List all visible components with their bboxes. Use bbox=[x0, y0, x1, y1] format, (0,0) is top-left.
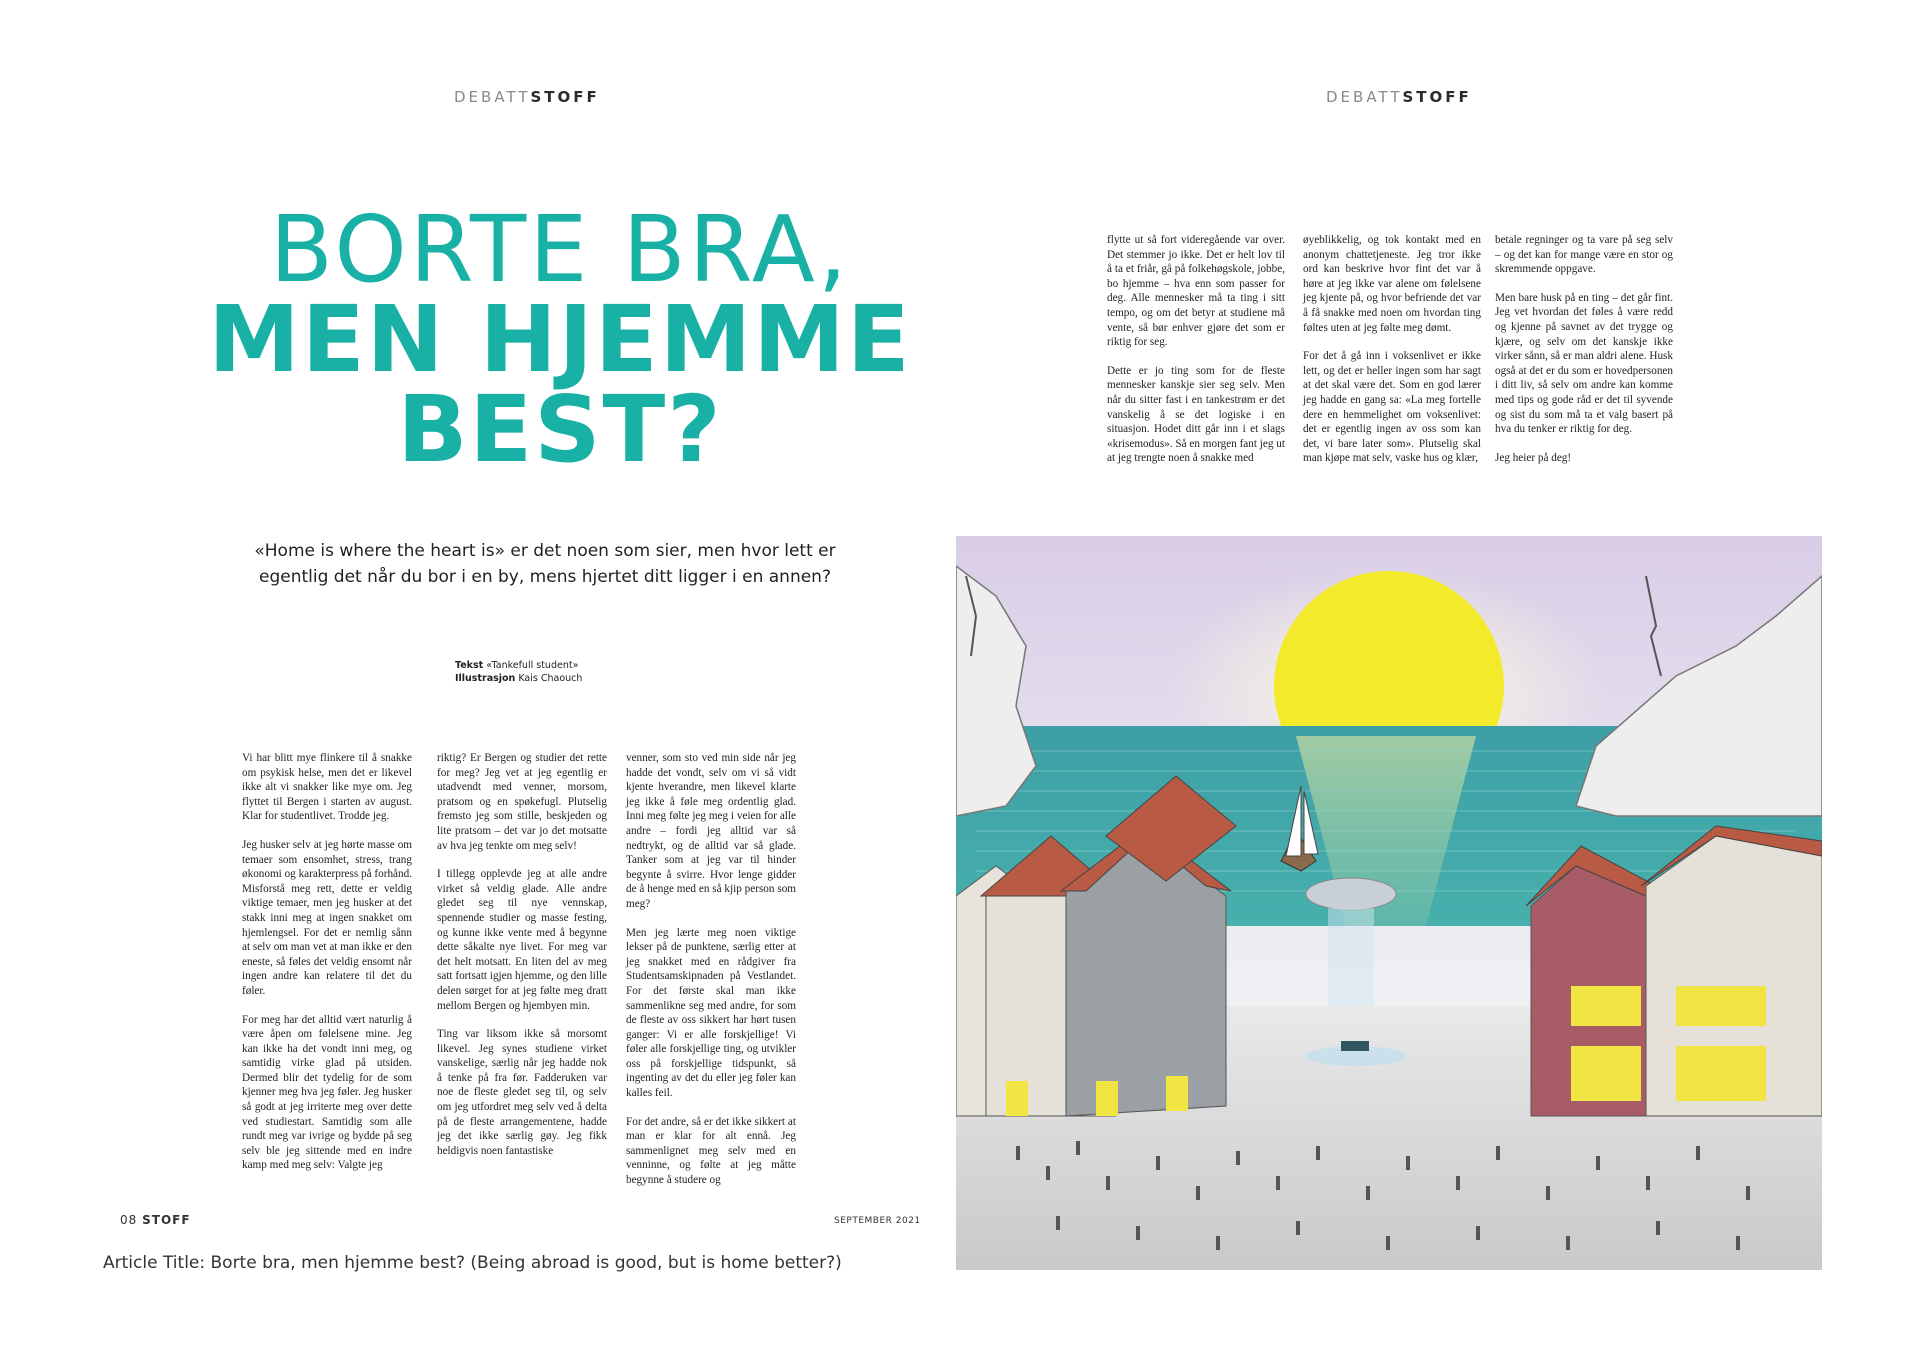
article-lead: «Home is where the heart is» er det noen som sier, men hvor lett er egentlig det når du bor i en by, mens hjertet ditt ligger i en annen? bbox=[254, 541, 836, 587]
body-column-right-3 bbox=[1495, 233, 1673, 479]
section-label-right bbox=[1326, 88, 1472, 106]
section-label-left bbox=[454, 88, 600, 106]
paragraph: I tillegg opplevde jeg at alle andre virket så veldig glade. Alle andre gledet seg til nye vennskap, spennende studier og masse festing, og kunne ikke vente med å begynne dette såkalte nye livet. For meg var det helt motsatt. En liten del av meg satt fortsatt igjen hjemme, og den lille delen sørget for at jeg følte meg dratt mellom Bergen og hjembyen min. bbox=[437, 868, 607, 1012]
paragraph: For meg har det alltid vært naturlig å være åpen om følelsene mine. Jeg kan ikke ha det vondt inni meg, og samtidig virke glad på utsiden. Dermed blir det tydelig for de som kjenner meg hva jeg føler. Jeg husker så godt at jeg irriterte meg over dette ved studiestart. Samtidig som alle rundt meg var ivrige og bydde på seg selv ble jeg sittende med en indre kamp med meg selv: Valgte jeg bbox=[242, 1013, 412, 1172]
section-label-light: DEBATT bbox=[1326, 88, 1403, 106]
paragraph: For det å gå inn i voksenlivet er ikke lett, og det er heller ingen som har sagt at det skal være det. Som en god lærer jeg hadde en gang sa: «La meg fortelle dere en hemmelighet om voksenlivet: det er egentlig ingen av oss som kan det, vi bare later som». Plutselig skal man kjøpe mat selv, vaske hus og klær, bbox=[1303, 350, 1481, 465]
body-column-left-3 bbox=[626, 751, 796, 1202]
body-column-left-1 bbox=[242, 751, 412, 1187]
illustration-drawing bbox=[956, 536, 1822, 1270]
page-number: 08 bbox=[120, 1213, 138, 1227]
image-caption: Article Title: Borte bra, men hjemme best? (Being abroad is good, but is home better?) bbox=[103, 1253, 842, 1273]
paragraph: betale regninger og ta vare på seg selv – og det kan for mange være en stor og skremmende oppgave. bbox=[1495, 234, 1673, 276]
page-folio-left bbox=[120, 1213, 191, 1227]
paragraph: Men jeg lærte meg noen viktige lekser på de punktene, særlig etter at jeg snakket med en rådgiver fra Studentsamskipnaden på Vestlandet. For det første skal man ikke sammenlikne seg med andre, for som de fleste av oss sikkert har hørt tusen ganger: Vi er alle forskjellige! Vi føler alle forskjellige ting, og utvikler oss på forskjellige tidspunkt, så ingenting av det du eller jeg føler kan kalles feil. bbox=[626, 926, 796, 1100]
credit-illustration-value: Kais Chaouch bbox=[518, 673, 583, 684]
article-credits bbox=[455, 659, 582, 685]
credit-text-value: «Tankefull student» bbox=[486, 660, 579, 671]
paragraph: For det andre, så er det ikke sikkert at man er klar for alt ennå. Jeg sammenlignet meg selv med en venninne, og følte at jeg måtte begynne å studere og bbox=[626, 1115, 796, 1187]
credit-illustration-label: Illustrasjon bbox=[455, 673, 516, 684]
paragraph: Jeg husker selv at jeg hørte masse om temaer som ensomhet, stress, trang økonomi og karakterpress på forhånd. Misforstå meg rett, dette er veldig viktige temaer, men jeg husker at det stakk inni meg at ingen snakket om hjemlengsel. For det er nemlig sånn at selv om man vet at man ikke er den eneste, så føles det veldig ensomt når ingen andre kan relatere til det du føler. bbox=[242, 838, 412, 997]
bench bbox=[1341, 1041, 1369, 1051]
headline-line-2: MEN HJEMME bbox=[208, 286, 912, 394]
section-label-bold: STOFF bbox=[1402, 88, 1472, 106]
article-headline bbox=[200, 196, 920, 484]
paragraph: Vi har blitt mye flinkere til å snakke om psykisk helse, men det er likevel ikke alt vi snakker like mye om. Jeg flyttet til Bergen i starten av august. Klar for studentlivet. Trodde jeg. bbox=[242, 752, 412, 823]
paragraph: flytte ut så fort videregående var over. Det stemmer jo ikke. Det er helt lov til å ta et friår, gå på folkehøgskole, jobbe, bo hjemme – hva enn som passer for deg. Alle mennesker må ta ting i sitt tempo, og om det betyr at studiene må vente, så bør enhver gjøre det som er riktig for seg. bbox=[1107, 234, 1285, 349]
paragraph: Ting var liksom ikke så morsomt likevel. Jeg synes studiene virket vanskelige, særlig når jeg hadde nok å tenke på fra før. Fadderuken var noe de fleste gledet seg til, og selv om jeg utfordret meg selv ved å delta på de fleste arrangementene, hadde jeg det ikke særlig gøy. Jeg fikk heldigvis noen fantastiske bbox=[437, 1028, 607, 1157]
headline-line-1: BORTE BRA, bbox=[269, 196, 851, 303]
section-label-light: DEBATT bbox=[454, 88, 531, 106]
body-column-right-2 bbox=[1303, 233, 1481, 480]
paragraph: Jeg heier på deg! bbox=[1495, 451, 1572, 464]
houses-right bbox=[1526, 826, 1822, 1116]
rain-cloud bbox=[1306, 878, 1396, 910]
page-folio-right: SEPTEMBER 2021 bbox=[834, 1216, 921, 1226]
paragraph: Dette er jo ting som for de fleste mennesker kanskje sier seg selv. Men når du sitter fast i en tankestrøm er det vanskelig å se det logiske i en situasjon. Hodet ditt går inn i et slags «krisemodus». Så en morgen fant jeg ut at jeg trengte noen å snakke med bbox=[1107, 364, 1285, 465]
harbor-illustration bbox=[956, 536, 1822, 1270]
body-column-right-1 bbox=[1107, 233, 1285, 480]
body-column-left-2 bbox=[437, 751, 607, 1172]
paragraph: riktig? Er Bergen og studier det rette for meg? Jeg vet at jeg egentlig er utadvendt med venner, morsom, pratsom og en spøkefugl. Plutselig fremsto jeg som stille, beskjeden og lite pratsom – det var jo det motsatte av hva jeg tenkte om meg selv! bbox=[437, 752, 607, 852]
section-label-bold: STOFF bbox=[530, 88, 600, 106]
credit-text-label: Tekst bbox=[455, 660, 484, 671]
magazine-name: STOFF bbox=[142, 1213, 191, 1227]
paragraph: Men bare husk på en ting – det går fint. Jeg vet hvordan det føles å være redd og kjenne på savnet av det trygge og kjære, og selv om det kanskje ikke virker sånn, så er man aldri alene. Husk også at det er du som er hovedpersonen i ditt liv, så selv om andre kan komme med tips og gode råd er det til syvende og sist du som må ta et valg basert på hva du tenker er riktig for deg. bbox=[1495, 291, 1673, 436]
paragraph: øyeblikkelig, og tok kontakt med en anonym chattetjeneste. Jeg tror ikke ord kan beskrive hvor fint det var å høre at jeg ikke var alene om følelsene jeg kjente på, og hvor befriende det var å få snakke med noen om hvordan ting føltes uten at jeg følte meg dømt. bbox=[1303, 234, 1481, 334]
headline-line-3: BEST? bbox=[397, 376, 723, 484]
paragraph: venner, som sto ved min side når jeg hadde det vondt, selv om vi så vidt kjente hverandre, men likevel klarte jeg ikke å føle meg ordentlig glad. Inni meg følte jeg meg i veien for alle andre – fordi jeg alltid var så nedtrykt, og de alltid var så glade. Tanker som at jeg var til hinder begynte å svirre. Hvor lenge gidder de å henge med en så kjip person som meg? bbox=[626, 752, 796, 910]
